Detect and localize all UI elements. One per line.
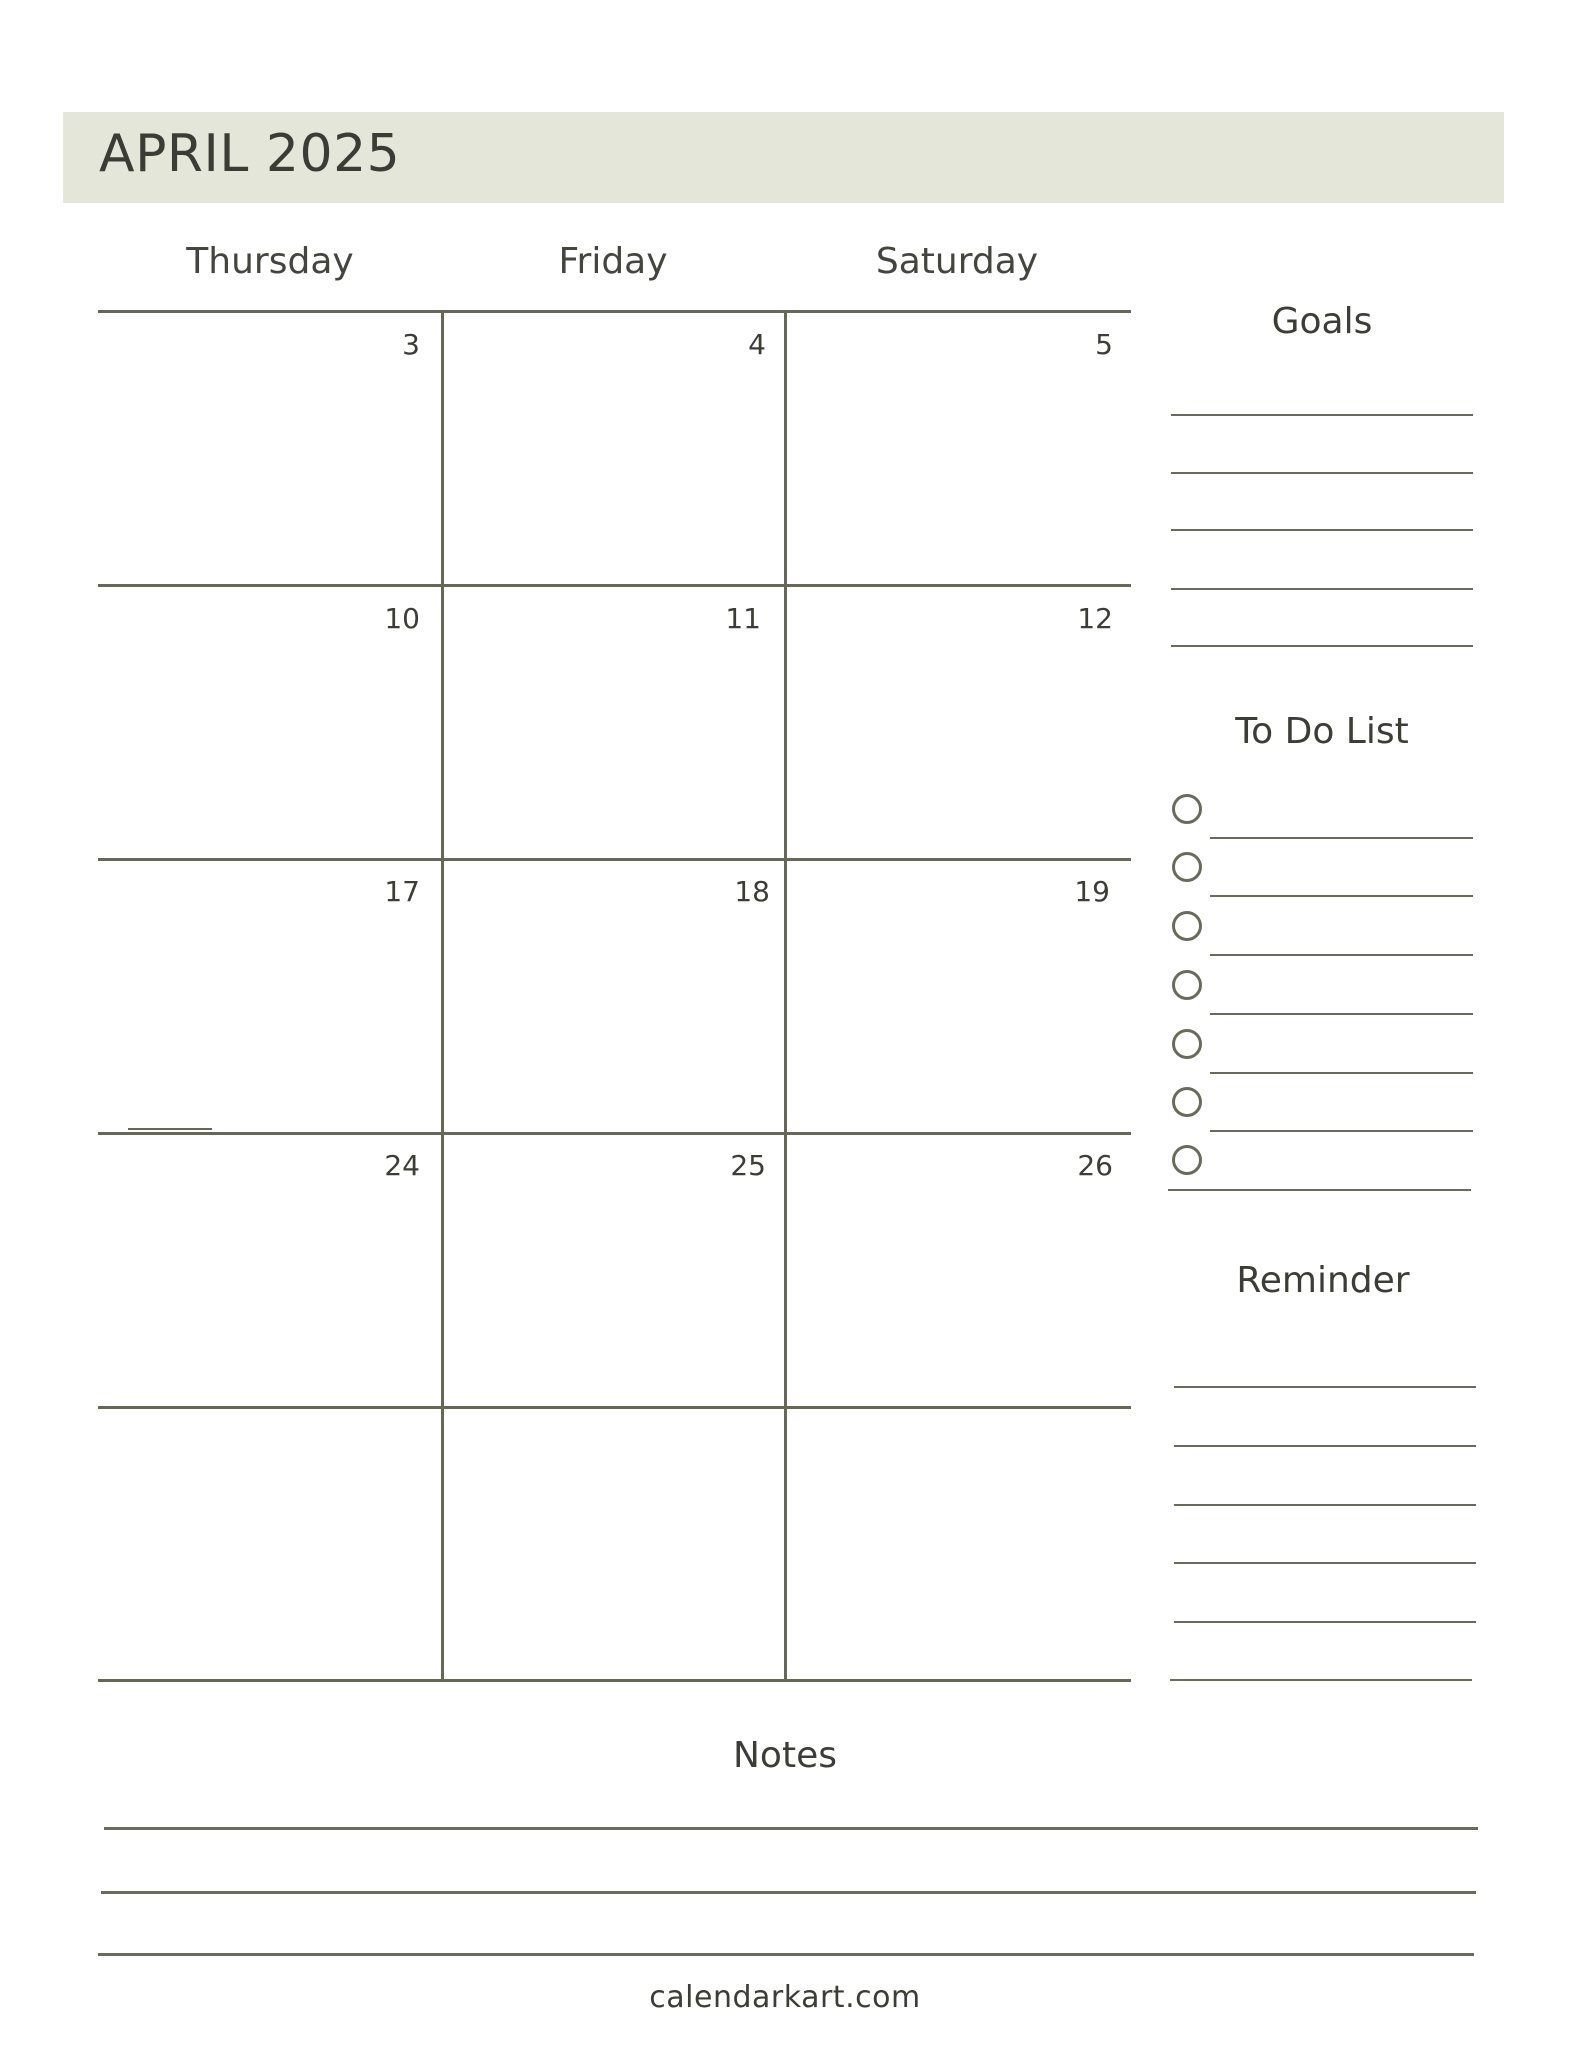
- grid-line: [784, 312, 787, 1680]
- reminder-line[interactable]: [1174, 1386, 1476, 1388]
- footer-site-text: calendarkart.com: [649, 1980, 921, 2015]
- notes-line[interactable]: [98, 1953, 1474, 1956]
- reminder-line[interactable]: [1170, 1679, 1472, 1681]
- reminder-line[interactable]: [1174, 1562, 1476, 1564]
- reminder-line[interactable]: [1174, 1504, 1476, 1506]
- grid-line: [98, 584, 1131, 587]
- day-header-saturday: Saturday: [875, 241, 1039, 282]
- notes-title: Notes: [733, 1735, 837, 1776]
- todo-line[interactable]: [1210, 1013, 1473, 1015]
- checkbox-circle-icon[interactable]: [1172, 1087, 1202, 1117]
- checkbox-circle-icon[interactable]: [1172, 911, 1202, 941]
- date-cell-number: 25: [730, 1149, 766, 1182]
- goals-title: Goals: [1271, 301, 1373, 342]
- reminder-line[interactable]: [1174, 1445, 1476, 1447]
- goal-line[interactable]: [1171, 414, 1473, 416]
- grid-line: [98, 1132, 1131, 1135]
- reminder-line[interactable]: [1174, 1621, 1476, 1623]
- date-cell-number: 11: [725, 602, 761, 635]
- grid-line: [98, 1679, 1131, 1682]
- date-cell-number: 4: [748, 328, 766, 361]
- date-cell-number: 10: [384, 602, 420, 635]
- checkbox-circle-icon[interactable]: [1172, 1145, 1202, 1175]
- todo-line[interactable]: [1210, 1130, 1473, 1132]
- checkbox-circle-icon[interactable]: [1172, 970, 1202, 1000]
- day-header-thursday: Thursday: [186, 241, 354, 282]
- todo-line[interactable]: [1168, 1189, 1471, 1191]
- checkbox-circle-icon[interactable]: [1172, 852, 1202, 882]
- notes-line[interactable]: [104, 1827, 1478, 1830]
- date-cell-number: 26: [1077, 1149, 1113, 1182]
- grid-line: [98, 310, 1131, 313]
- grid-line: [98, 858, 1131, 861]
- date-cell-number: 17: [384, 875, 420, 908]
- todo-title: To Do List: [1235, 711, 1409, 752]
- grid-line: [98, 1406, 1131, 1409]
- date-cell-number: 3: [402, 328, 420, 361]
- goal-line[interactable]: [1171, 472, 1473, 474]
- goal-line[interactable]: [1171, 588, 1473, 590]
- day-header-friday: Friday: [558, 241, 668, 282]
- date-cell-number: 18: [734, 875, 770, 908]
- todo-line[interactable]: [1210, 837, 1473, 839]
- date-cell-number: 24: [384, 1149, 420, 1182]
- month-title: APRIL 2025: [99, 124, 401, 184]
- todo-line[interactable]: [1210, 1072, 1473, 1074]
- goal-line[interactable]: [1171, 529, 1473, 531]
- date-cell-number: 19: [1074, 875, 1110, 908]
- grid-line-fragment: [128, 1128, 212, 1130]
- reminder-title: Reminder: [1236, 1260, 1410, 1301]
- notes-line[interactable]: [101, 1891, 1476, 1894]
- grid-line: [441, 312, 444, 1680]
- todo-line[interactable]: [1210, 895, 1473, 897]
- goal-line[interactable]: [1171, 645, 1473, 647]
- checkbox-circle-icon[interactable]: [1172, 1029, 1202, 1059]
- checkbox-circle-icon[interactable]: [1172, 794, 1202, 824]
- date-cell-number: 5: [1095, 328, 1113, 361]
- todo-line[interactable]: [1210, 954, 1473, 956]
- date-cell-number: 12: [1077, 602, 1113, 635]
